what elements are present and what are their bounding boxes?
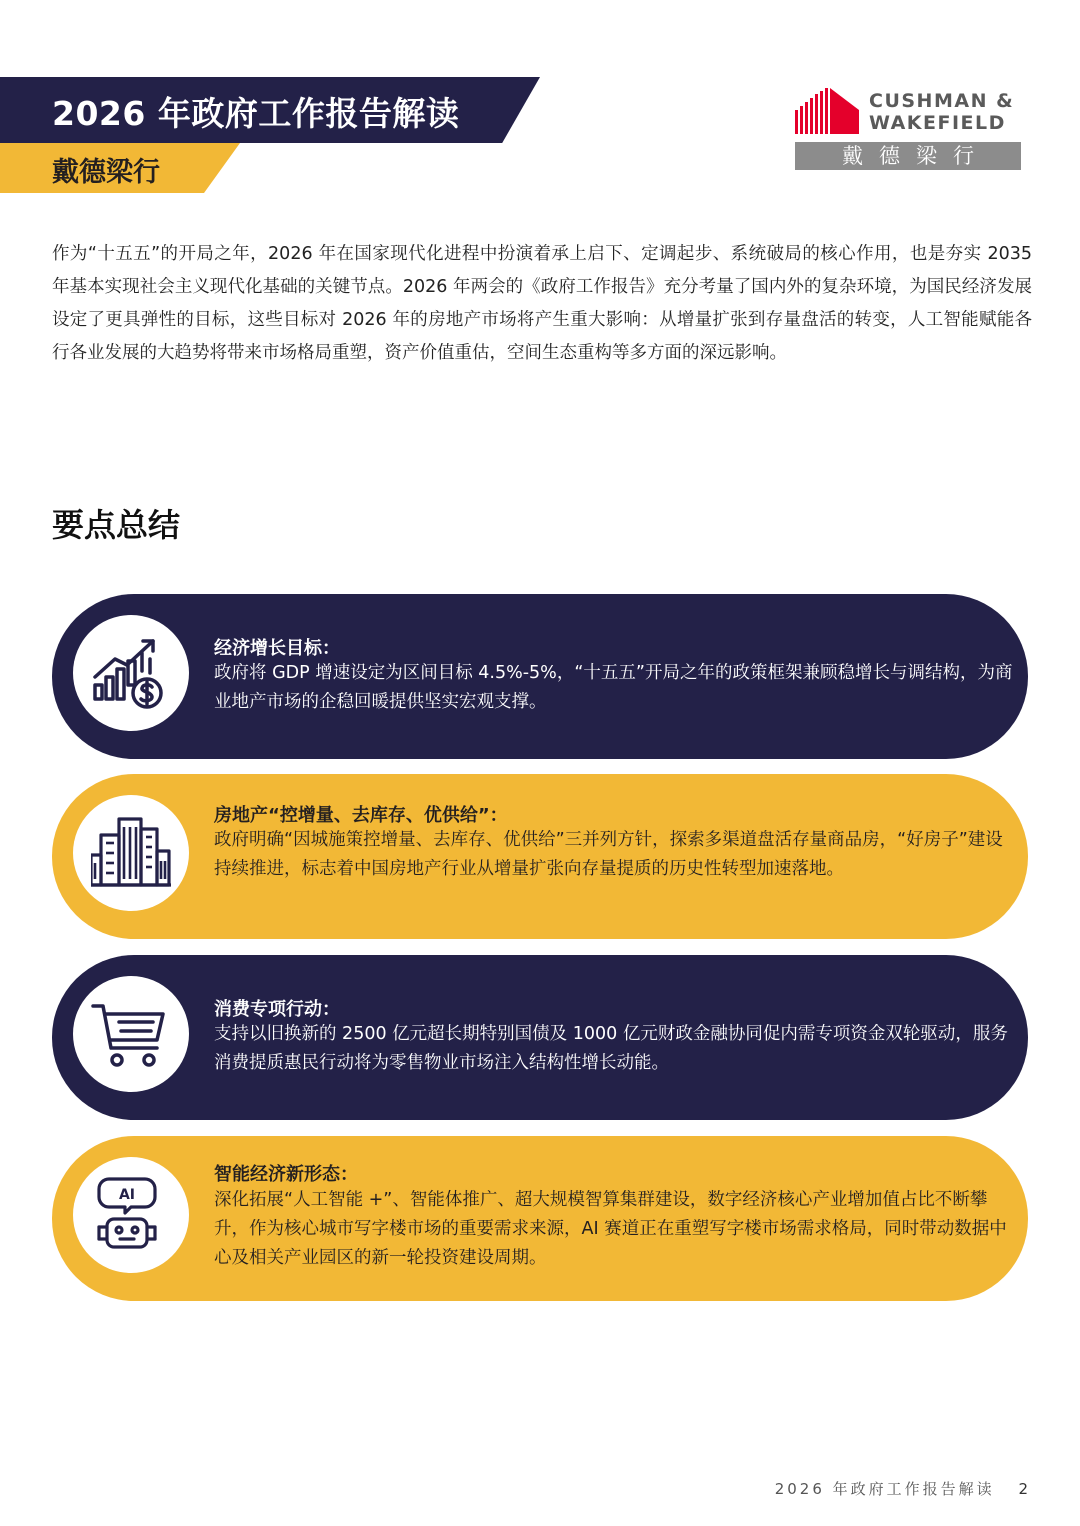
shopping-cart-icon [91,994,171,1074]
icon-circle [73,615,189,731]
logo-bars-icon [795,88,861,134]
section-title: 要点总结 [52,506,181,544]
cushman-wakefield-logo [795,88,1025,172]
card-text: 深化拓展“人工智能 +”、智能体推广、超大规模智算集群建设，数字经济核心产业增加值占比不断攀升，作为核心城市写字楼市场的重要需求来源，AI 赛道正在重塑写字楼市场需求格局，同时带动数据中心及相关产业园区的新一轮投资建设周期。 [214,1190,1007,1268]
intro-paragraph: 作为“十五五”的开局之年，2026 年在国家现代化进程中扮演着承上启下、定调起步、系统破局的核心作用，也是夯实 2035 年基本实现社会主义现代化基础的关键节点。2026 年两会的《政府工作报告》充分考量了国内外的复杂环境，为国民经济发展设定了更具弹性的目标，这些目标对 2026 年的房地产市场将产生重大影响：从增量扩张到存量盘活的转变，人工智能赋能各行各业发展的大趋势将带来市场格局重塑，资产价值重估，空间生态重构等多方面的深远影响。 [52,244,1032,363]
footer [775,1478,1028,1499]
growth-chart-dollar-icon [91,633,171,713]
card-title: 消费专项行动： [214,999,340,1020]
logo-chinese-name: 戴德梁行 [795,142,1021,170]
card-text: 政府将 GDP 增速设定为区间目标 4.5%-5%，“十五五”开局之年的政策框架兼顾稳增长与调结构，为商业地产市场的企稳回暖提供坚实宏观支撑。 [214,663,1013,712]
icon-circle [73,976,189,1092]
svg-text:AI: AI [118,1187,136,1203]
page-title: 2026 年政府工作报告解读 [52,94,460,133]
icon-circle [73,1157,189,1273]
card-title: 智能经济新形态： [214,1164,358,1185]
summary-card-consumption [52,955,1028,1120]
card-title: 经济增长目标： [214,638,340,659]
icon-circle [73,795,189,911]
summary-card-real-estate [52,774,1028,939]
page-subtitle: 戴德梁行 [52,157,160,188]
summary-card-economic-growth [52,594,1028,759]
logo-wordmark: CUSHMAN & WAKEFIELD [869,90,1015,134]
card-text: 支持以旧换新的 2500 亿元超长期特别国债及 1000 亿元财政金融协同促内需专项资金双轮驱动，服务消费提质惠民行动将为零售物业市场注入结构性增长动能。 [214,1024,1008,1073]
city-buildings-icon [91,813,171,893]
footer-title: 2026 年政府工作报告解读 [774,1480,995,1498]
ai-robot-icon [91,1175,171,1255]
card-text: 政府明确“因城施策控增量、去库存、优供给”三并列方针，探索多渠道盘活存量商品房，“好房子”建设持续推进，标志着中国房地产行业从增量扩张向存量提质的历史性转型加速落地。 [214,830,1003,879]
summary-card-intelligent-economy [52,1136,1028,1301]
card-title: 房地产“控增量、去库存、优供给”： [214,805,508,826]
page-number: 2 [1018,1480,1028,1498]
